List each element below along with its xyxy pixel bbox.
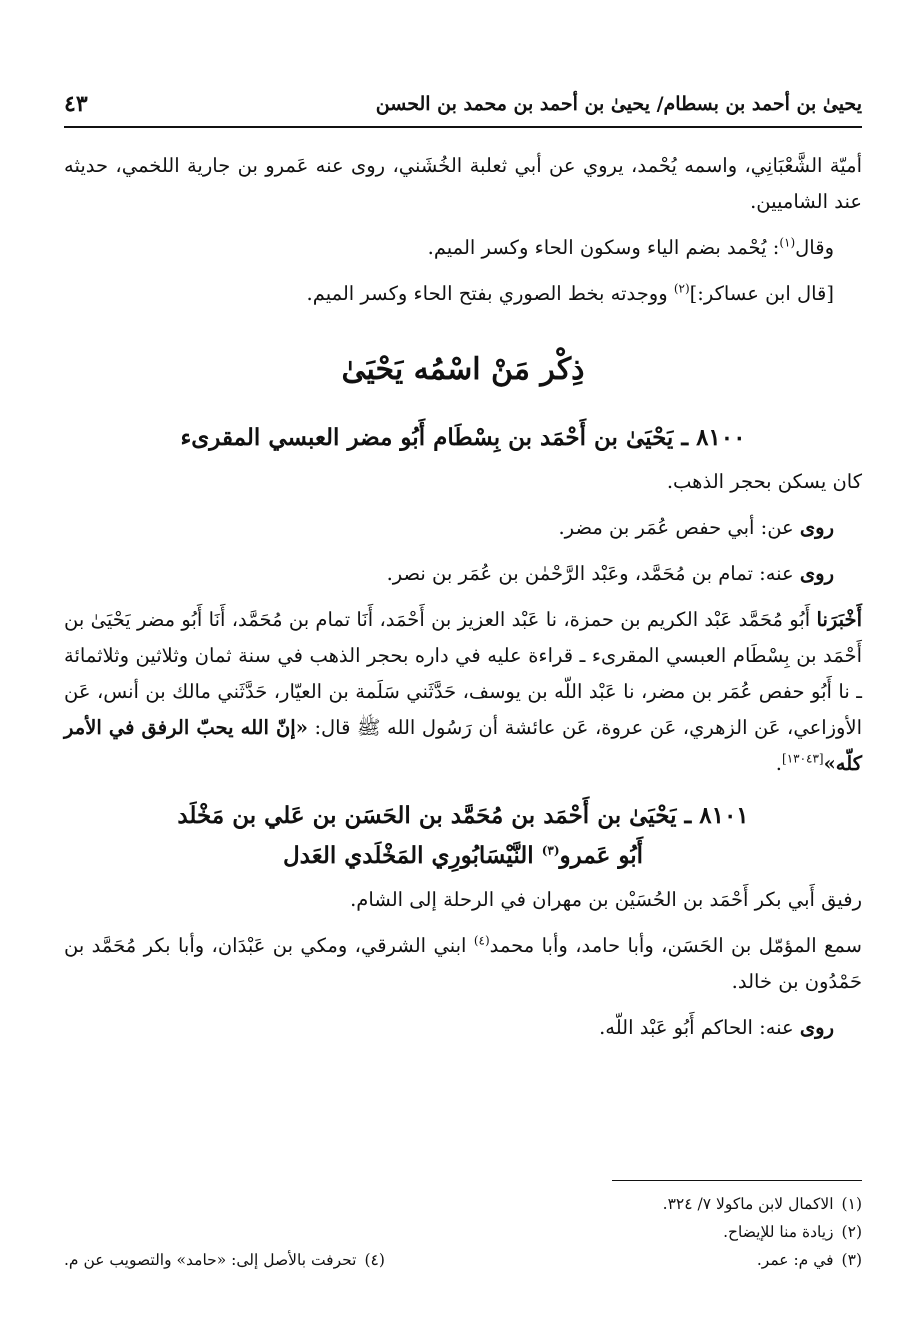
footnote-number: (١) [841,1195,862,1213]
page-number: ٤٣ [64,91,88,117]
paragraph-note-2 [64,276,862,312]
title-text: النَّيْسَابُورِي المَخْلَدي العَدل [282,842,542,869]
footnote-ref: (٢) [673,281,690,296]
entry-title-line-2 [64,836,862,876]
hadith-number: [١٣٠٤٣] [782,751,824,766]
paragraph-text: عن: أبي حفص عُمَر بن مضر. [558,516,800,539]
paragraph-text: سمع المؤمّل بن الحَسَن، وأبا حامد، وأبا محمد [489,934,862,957]
page-body [64,148,862,1056]
paragraph-text: : يُحْمد بضم الياء وسكون الحاء وكسر الميم. [427,236,780,259]
paragraph-text: رفيق أَبي بكر أَحْمَد بن الحُسَيْن بن مهران في الرحلة إلى الشام. [350,888,862,911]
footnote-1 [663,1190,862,1218]
footnote-number: (٤) [364,1251,385,1269]
label-rawa: روى [799,516,834,539]
label-rawa: روى [799,1016,834,1039]
footnote-text: تحرفت بالأصل إلى: «حامد» والتصويب عن م. [64,1251,357,1269]
footnotes [64,1190,862,1274]
paragraph-intro [64,148,862,220]
paragraph-text: [قال ابن عساكر:] [689,282,834,305]
footnote-4 [64,1246,385,1274]
footnote-ref: (٣) [541,843,560,858]
footnote-ref: (٤) [473,933,490,948]
label-akhbarana: أَخْبَرَنا [816,608,862,631]
title-text: أَبُو عَمرو [559,842,644,869]
entry2-narrated-by [64,1010,862,1046]
footnote-number: (٣) [841,1251,862,1269]
entry-title-line-1: ٨١٠١ ـ يَحْيَىٰ بن أَحْمَد بن مُحَمَّد بن الحَسَن بن عَلي بن مَخْلَد [177,802,749,829]
hadith-text: «إنّ الله يحبّ الرفق في الأمر كلّه» [64,716,862,775]
paragraph-text: أميّة الشَّعْبَانِي، واسمه يُحْمد، يروي عن أبي ثعلبة الخُشَني، روى عنه عَمرو بن جارية اللخمي، حديثه عند الشاميين. [64,154,862,213]
footnote-2 [723,1218,862,1246]
label-rawa: روى [799,562,834,585]
entry2-intro [64,882,862,918]
narrated-from [64,510,862,546]
entry2-heard-from [64,928,862,1000]
footnote-number: (٢) [841,1223,862,1241]
footnote-text: الاكمال لابن ماكولا ٧/ ٣٢٤. [662,1195,834,1213]
footnote-row [64,1246,862,1274]
paragraph-text: كان يسكن بحجر الذهب. [666,470,862,493]
footnote-text: في م: عمر. [756,1251,834,1269]
entry-title-8101 [64,796,862,876]
entry-title-8100: ٨١٠٠ ـ يَحْيَىٰ بن أَحْمَد بن بِسْطَام أَبُو مضر العبسي المقرىء [180,424,746,451]
paragraph-text: أَبُو مُحَمَّد عَبْد الكريم بن حمزة، نا عَبْد العزيز بن أَحْمَد، أَنَا تمام بن مُحَمَّد، أَنَا أَبُو مضر يَحْيَىٰ بن أَحْمَد بن بِسْطَام العبسي المقرىء ـ قراءة عليه في داره بحجر الذهب في سنة ثمان وثلاثين وثلاثمائة ـ نا أَبُو حفص عُمَر بن مضر، نا عَبْد اللّه بن يوسف، حَدَّثَني سَلَمة بن العيّار، حَدَّثَني مالك بن أنس، عَن الأوزاعي، عَن الزهري، عَن عروة، عَن عائشة أن رَسُول الله ﷺ قال: [64,608,862,739]
paragraph-text: ووجدته بخط الصوري بفتح الحاء وكسر الميم. [306,282,674,305]
paragraph-note-1 [64,230,862,266]
entry-intro [64,464,862,500]
narrated-by [64,556,862,592]
isnad-paragraph [64,602,862,782]
header-title: يحيىٰ بن أحمد بن بسطام/ يحيىٰ بن أحمد بن محمد بن الحسن [375,93,862,115]
paragraph-text: وقال [795,236,834,259]
footnote-row [64,1190,862,1218]
footnote-3 [757,1246,862,1274]
paragraph-text: عنه: تمام بن مُحَمَّد، وعَبْد الرَّحْمٰن بن عُمَر بن نصر. [386,562,800,585]
paragraph-text: ابني الشرقي، ومكي بن عَبْدَان، وأبا بكر مُحَمَّد بن حَمْدُون بن خالد. [64,934,862,993]
paragraph-text: . [775,752,782,775]
footnote-row [64,1218,862,1246]
footnote-text: زيادة منا للإيضاح. [723,1223,834,1241]
footnote-ref: (١) [779,235,796,250]
header-divider [64,126,862,128]
footnote-divider [612,1180,862,1181]
paragraph-text: عنه: الحاكم أَبُو عَبْد اللّه. [599,1016,800,1039]
running-header [64,86,862,122]
section-title: ذِكْر مَنْ اسْمُه يَحْيَىٰ [341,352,585,387]
